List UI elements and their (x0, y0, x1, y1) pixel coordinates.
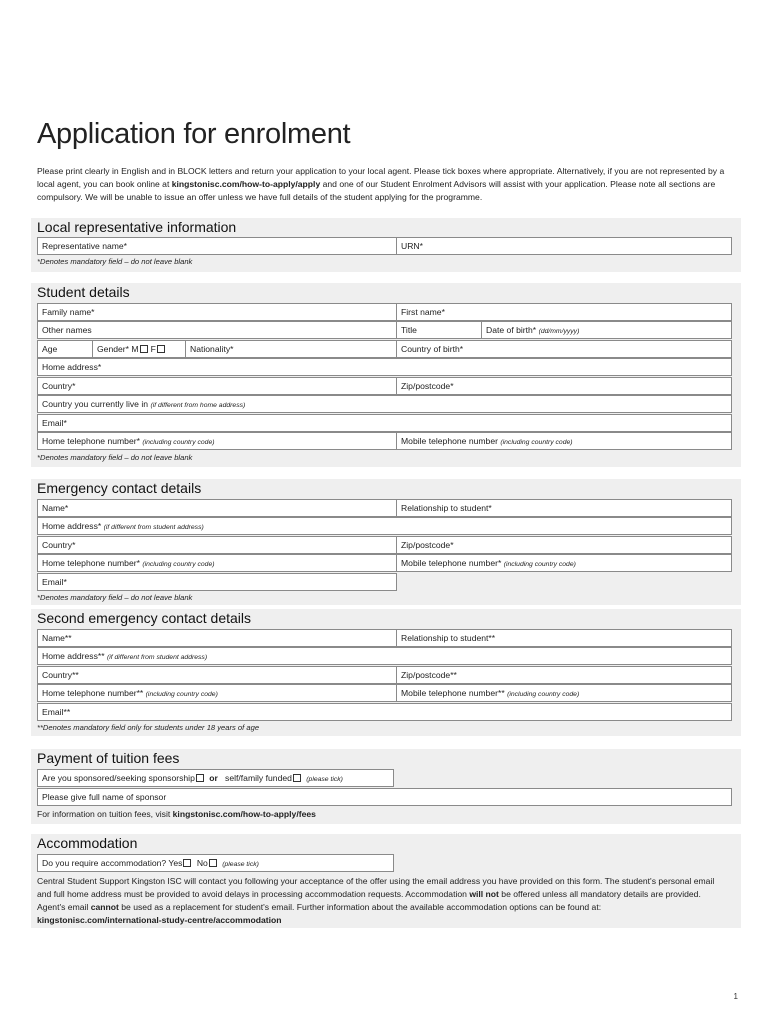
sponsored-checkbox[interactable] (196, 774, 204, 782)
second-emergency-mobile-telephone-field[interactable]: Mobile telephone number** (including country code) (396, 684, 732, 702)
second-emergency-relationship-field[interactable]: Relationship to student** (396, 629, 732, 647)
section-heading: Accommodation (37, 835, 138, 851)
second-emergency-zip-field[interactable]: Zip/postcode** (396, 666, 732, 684)
sponsor-name-field[interactable]: Please give full name of sponsor (37, 788, 732, 806)
second-emergency-contact-section (31, 609, 741, 736)
page-number: 1 (733, 992, 738, 1001)
country-of-birth-field[interactable]: Country of birth* (396, 340, 732, 358)
gender-field: Gender* M F (92, 340, 186, 358)
representative-name-field[interactable]: Representative name* (37, 237, 397, 255)
title-field[interactable]: Title (396, 321, 482, 339)
emergency-mobile-telephone-field[interactable]: Mobile telephone number* (including country code) (396, 554, 732, 572)
date-of-birth-field[interactable]: Date of birth* (dd/mm/yyyy) (481, 321, 732, 339)
email-field[interactable]: Email* (37, 414, 732, 432)
fees-link[interactable]: kingstonisc.com/how-to-apply/fees (172, 809, 316, 819)
section-heading: Payment of tuition fees (37, 750, 180, 766)
emergency-home-address-field[interactable]: Home address* (if different from student address) (37, 517, 732, 535)
nationality-field[interactable]: Nationality* (185, 340, 397, 358)
apply-link[interactable]: kingstonisc.com/how-to-apply/apply (171, 179, 321, 189)
emergency-home-telephone-field[interactable]: Home telephone number* (including country code) (37, 554, 397, 572)
section-heading: Local representative information (37, 219, 237, 235)
home-address-field[interactable]: Home address* (37, 358, 732, 376)
mandatory-note: **Denotes mandatory field only for students under 18 years of age (37, 723, 260, 732)
payment-section (31, 749, 741, 824)
section-heading: Emergency contact details (37, 480, 202, 496)
page-title: Application for enrolment (37, 118, 351, 150)
zip-field[interactable]: Zip/postcode* (396, 377, 732, 395)
accommodation-section (31, 834, 741, 928)
student-details-section (31, 283, 741, 467)
emergency-contact-section (31, 479, 741, 605)
other-names-field[interactable]: Other names (37, 321, 397, 339)
country-current-field[interactable]: Country you currently live in (if different from home address) (37, 395, 732, 413)
emergency-country-field[interactable]: Country* (37, 536, 397, 554)
gender-male-checkbox[interactable] (140, 345, 148, 353)
second-emergency-home-address-field[interactable]: Home address** (if different from student address) (37, 647, 732, 665)
home-telephone-field[interactable]: Home telephone number* (including country code) (37, 432, 397, 450)
accommodation-question: Do you require accommodation? Yes No (please tick) (37, 854, 394, 872)
second-emergency-email-field[interactable]: Email** (37, 703, 732, 721)
accommodation-yes-checkbox[interactable] (183, 859, 191, 867)
accommodation-info: Central Student Support Kingston ISC will contact you following your acceptance of the offer using the email address you have provided on this form. The student's personal email and full home address must be provided to avoid delays in processing accommodation requests. Accommodation will not be offered unless all mandatory details are provided. Agent's email cannot be used as a replacement for student's email. Further information about the available accommodation options can be found at: kingstonisc.com/international-study-centre/accommodation (37, 876, 715, 925)
mobile-telephone-field[interactable]: Mobile telephone number (including country code) (396, 432, 732, 450)
emergency-name-field[interactable]: Name* (37, 499, 397, 517)
country-field[interactable]: Country* (37, 377, 397, 395)
local-representative-section (31, 218, 741, 272)
sponsorship-question: Are you sponsored/seeking sponsorship or self/family funded (please tick) (37, 769, 394, 787)
accommodation-link[interactable]: kingstonisc.com/international-study-centre/accommodation (37, 915, 282, 925)
urn-field[interactable]: URN* (396, 237, 732, 255)
emergency-zip-field[interactable]: Zip/postcode* (396, 536, 732, 554)
mandatory-note: *Denotes mandatory field – do not leave blank (37, 257, 193, 266)
section-heading: Student details (37, 284, 130, 300)
emergency-relationship-field[interactable]: Relationship to student* (396, 499, 732, 517)
second-emergency-home-telephone-field[interactable]: Home telephone number** (including country code) (37, 684, 397, 702)
family-name-field[interactable]: Family name* (37, 303, 397, 321)
intro-text: Please print clearly in English and in BLOCK letters and return your application to your local agent. Please tick boxes where appropriate. Alternatively, if you are not represented by a local agent, you can book online at kingstonisc.com/how-to-apply/apply and one of our Student Enrolment Advisors will assist with your application. Please note all sections are compulsory. We will be unable to issue an offer unless we have full details of the student applying for the programme. (37, 166, 725, 202)
emergency-email-field[interactable]: Email* (37, 573, 397, 591)
second-emergency-name-field[interactable]: Name** (37, 629, 397, 647)
self-funded-checkbox[interactable] (293, 774, 301, 782)
age-field[interactable]: Age (37, 340, 93, 358)
second-emergency-country-field[interactable]: Country** (37, 666, 397, 684)
accommodation-no-checkbox[interactable] (209, 859, 217, 867)
first-name-field[interactable]: First name* (396, 303, 732, 321)
mandatory-note: *Denotes mandatory field – do not leave blank (37, 453, 193, 462)
gender-female-checkbox[interactable] (157, 345, 165, 353)
section-heading: Second emergency contact details (37, 610, 252, 626)
fees-info: For information on tuition fees, visit kingstonisc.com/how-to-apply/fees (37, 809, 316, 819)
mandatory-note: *Denotes mandatory field – do not leave blank (37, 593, 193, 602)
